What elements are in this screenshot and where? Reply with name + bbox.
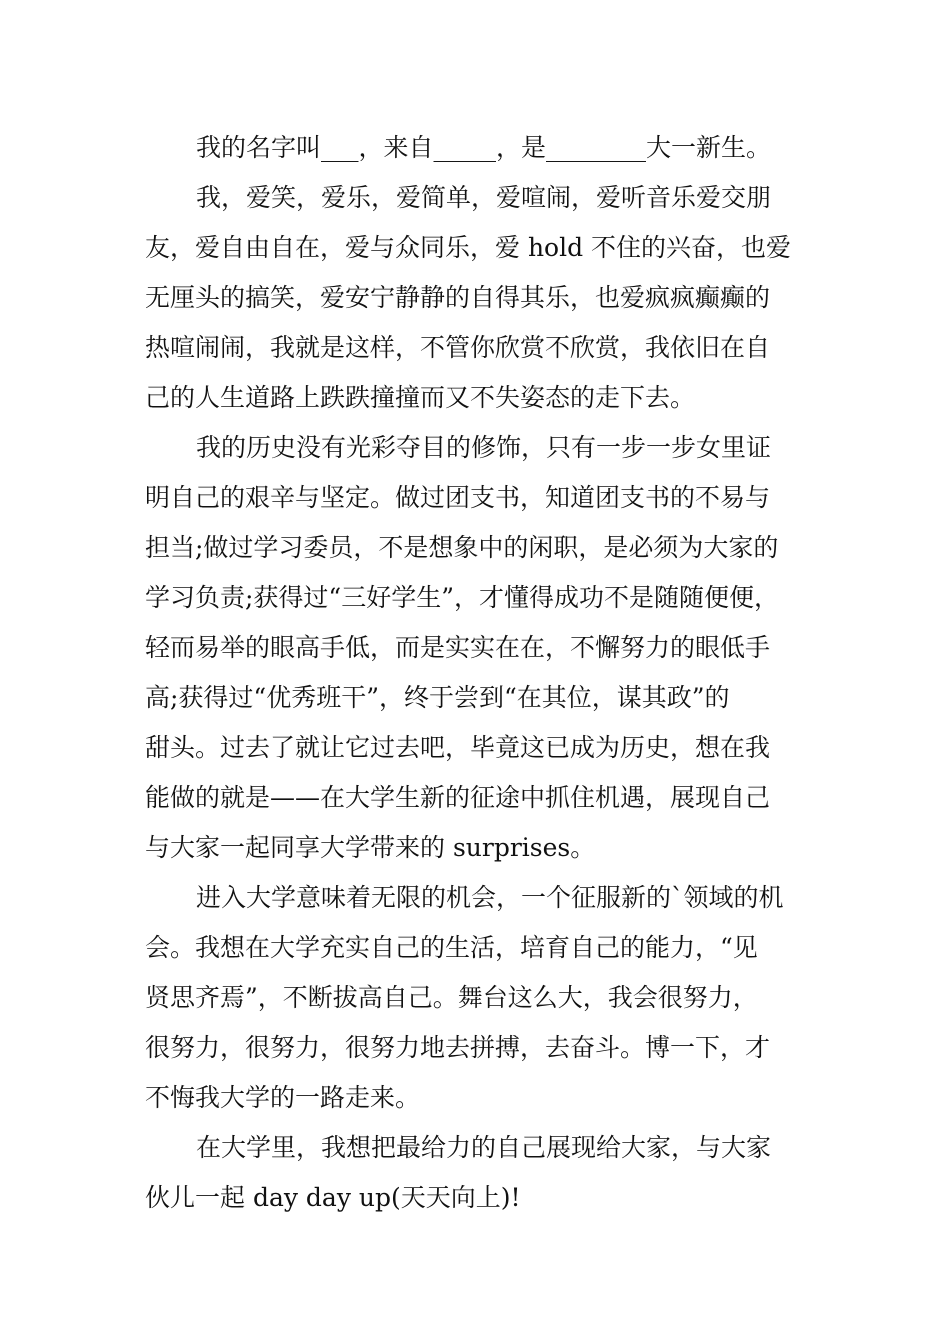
paragraph-2-line-8: 能做的就是——在大学生新的征途中抓住机遇，展现自己 <box>145 783 771 812</box>
paragraph-1-line-4: 热喧闹闹，我就是这样，不管你欣赏不欣赏，我依旧在自 <box>145 333 771 362</box>
paragraph-1-line-2: 友，爱自由自在，爱与众同乐，爱 hold 不住的兴奋，也爱 <box>145 233 792 262</box>
paragraph-3-line-2: 会。我想在大学充实自己的生活，培育自己的能力，“见 <box>145 933 758 962</box>
paragraph-2-line-5: 轻而易举的眼高手低，而是实实在在，不懈努力的眼低手 <box>145 633 771 662</box>
paragraph-1-line-5: 己的人生道路上跌跌撞撞而又不失姿态的走下去。 <box>145 383 696 412</box>
paragraph-2-line-9: 与大家一起同享大学带来的 surprises。 <box>145 833 596 862</box>
paragraph-4-line-2: 伙儿一起 day day up(天天向上)! <box>145 1183 521 1212</box>
paragraph-2-line-4: 学习负责;获得过“三好学生”，才懂得成功不是随随便便， <box>145 583 779 612</box>
paragraph-2-line-2: 明自己的艰辛与坚定。做过团支书，知道团支书的不易与 <box>145 483 771 512</box>
intro-line: 我的名字叫___，来自_____，是________大一新生。 <box>196 133 772 162</box>
paragraph-3-line-4: 很努力，很努力，很努力地去拼搏，去奋斗。博一下，才 <box>145 1033 771 1062</box>
paragraph-3-line-3: 贤思齐焉”，不断拔高自己。舞台这么大，我会很努力， <box>145 983 758 1012</box>
paragraph-2-line-1: 我的历史没有光彩夺目的修饰，只有一步一步女里证 <box>196 433 772 462</box>
paragraph-4-line-1: 在大学里，我想把最给力的自己展现给大家，与大家 <box>196 1133 772 1162</box>
paragraph-3-line-5: 不悔我大学的一路走来。 <box>145 1083 421 1112</box>
paragraph-1-line-1: 我，爱笑，爱乐，爱简单，爱喧闹，爱听音乐爱交朋 <box>196 183 772 212</box>
paragraph-2-line-6: 高;获得过“优秀班干”，终于尝到“在其位，谋其政”的 <box>145 683 730 712</box>
paragraph-1-line-3: 无厘头的搞笑，爱安宁静静的自得其乐，也爱疯疯癫癫的 <box>145 283 771 312</box>
paragraph-2-line-3: 担当;做过学习委员，不是想象中的闲职，是必须为大家的 <box>145 533 779 562</box>
paragraph-2-line-7: 甜头。过去了就让它过去吧，毕竟这已成为历史，想在我 <box>145 733 771 762</box>
paragraph-3-line-1: 进入大学意味着无限的机会，一个征服新的`领域的机 <box>196 883 784 912</box>
